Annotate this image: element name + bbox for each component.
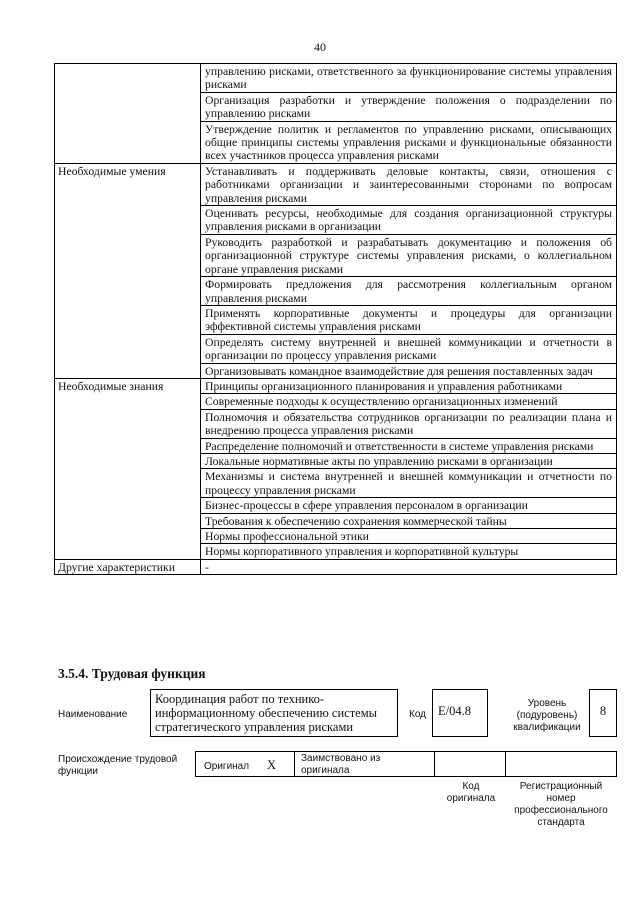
code-label: Код	[409, 709, 427, 720]
code-box	[432, 689, 488, 737]
row-label: Необходимые умения	[55, 163, 201, 378]
registration-number-cell	[505, 751, 617, 777]
row-content: Локальные нормативные акты по управлению рисками в организации	[201, 453, 617, 468]
origin-label: Происхождение трудовой функции	[58, 754, 178, 777]
row-content: Формировать предложения для рассмотрения коллегиальным органом управления рисками	[201, 277, 617, 306]
row-content: Механизмы и система внутренней и внешней коммуникации и отчетности по процессу управления рисками	[201, 469, 617, 498]
table-row	[55, 378, 617, 393]
page-number: 40	[314, 40, 326, 54]
table-row	[55, 64, 617, 93]
code-value: E/04.8	[438, 704, 471, 718]
row-content: Распределение полномочий и ответственности в системе управления рисками	[201, 438, 617, 453]
level-box	[589, 689, 617, 737]
row-content: Оценивать ресурсы, необходимые для создания организационной структуры управления рисками в организации	[201, 206, 617, 235]
row-content: -	[201, 559, 617, 574]
function-name-box	[150, 689, 398, 737]
row-label: Необходимые знания	[55, 378, 201, 559]
original-cell	[195, 751, 295, 777]
row-content: Организовывать командное взаимодействие для решения поставленных задач	[201, 363, 617, 378]
row-content: Бизнес-процессы в сфере управления персоналом в организации	[201, 498, 617, 513]
function-name-value: Координация работ по технико-информационному обеспечению системы стратегического управления рисками	[155, 692, 378, 734]
row-content: Утверждение политик и регламентов по управлению рисками, описывающих общие принципы системы управления рисками и функциональные обязанности всех участников процесса управления рисками	[201, 121, 617, 163]
reg-caption: Регистрационный номер профессионального стандарта	[514, 781, 608, 828]
row-label: Другие характеристики	[55, 559, 201, 574]
row-content: Полномочия и обязательства сотрудников организации по реализации плана и внедрению процесса управления рисками	[201, 409, 617, 438]
original-label: Оригинал	[204, 761, 250, 772]
original-mark: X	[267, 758, 277, 772]
row-content: Требования к обеспечению сохранения коммерческой тайны	[201, 513, 617, 528]
section-title: 3.5.4. Трудовая функция	[58, 666, 206, 681]
borrowed-label: Заимствовано из оригинала	[301, 753, 381, 776]
level-value: 8	[599, 704, 607, 718]
borrowed-cell	[294, 751, 435, 777]
row-content: Устанавливать и поддерживать деловые контакты, связи, отношения с работниками организации и заинтересованными сторонами по вопросам управления рисками	[201, 163, 617, 205]
row-label	[55, 64, 201, 164]
row-content: Руководить разработкой и разрабатывать документацию и положения об организационной структуре системы управления рисками, о коллегиальном органе управления рисками	[201, 234, 617, 276]
row-content: Современные подходы к осуществлению организационных изменений	[201, 394, 617, 409]
row-content: Организация разработки и утверждение положения о подразделении по управлению рисками	[201, 92, 617, 121]
table-row	[55, 163, 617, 205]
row-content: Нормы профессиональной этики	[201, 529, 617, 544]
name-label: Наименование	[58, 709, 128, 720]
competency-table	[54, 63, 617, 575]
row-content: Нормы корпоративного управления и корпоративной культуры	[201, 544, 617, 559]
origin-code-cell	[434, 751, 506, 777]
row-content: Применять корпоративные документы и процедуры для организации эффективной системы управления рисками	[201, 305, 617, 334]
code-caption: Код оригинала	[446, 781, 496, 804]
row-content: Принципы организационного планирования и управления работниками	[201, 378, 617, 393]
level-label: Уровень (подуровень) квалификации	[513, 698, 581, 733]
row-content: Определять систему внутренней и внешней коммуникации и отчетности в организации по процессу управления рисками	[201, 334, 617, 363]
row-content: управлению рисками, ответственного за функционирование системы управления рисками	[201, 64, 617, 93]
table-row	[55, 559, 617, 574]
